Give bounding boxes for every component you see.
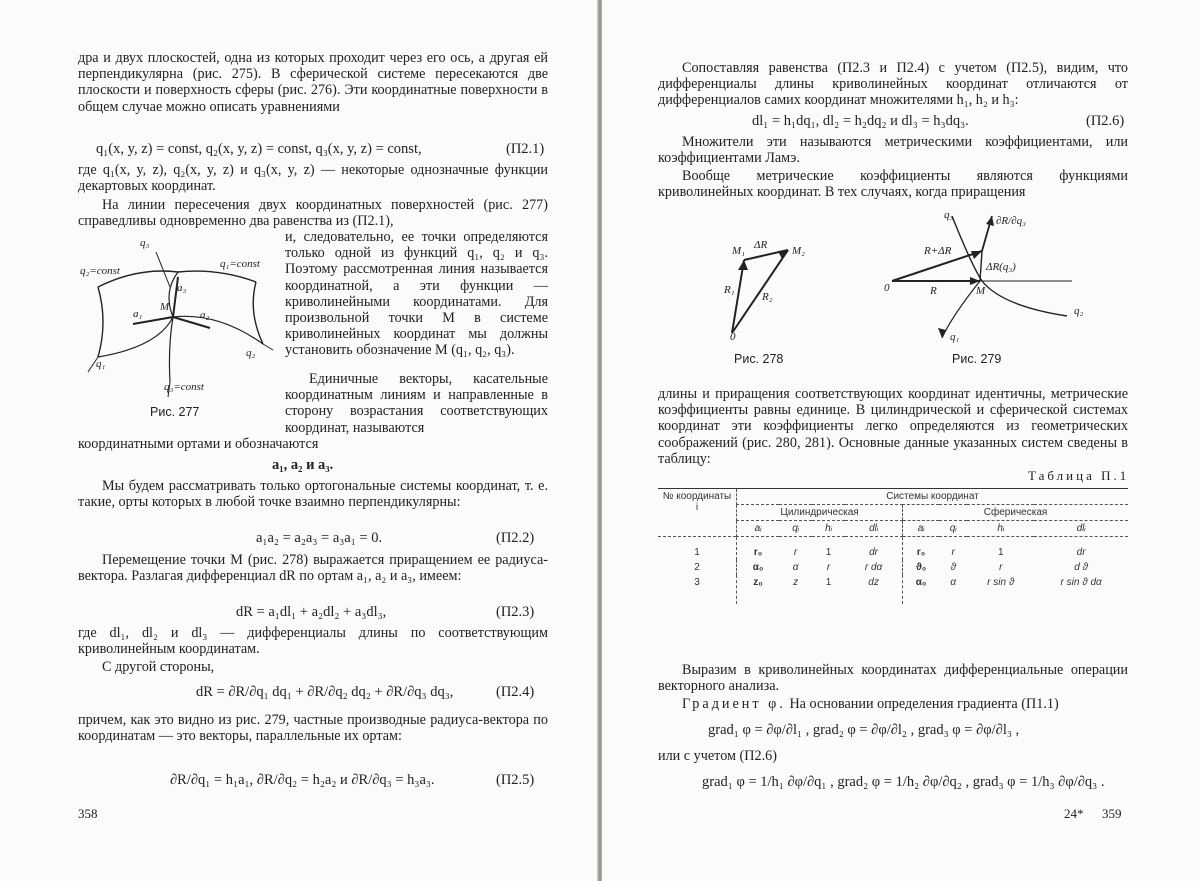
- table-head-sph: Сферическая: [903, 505, 1128, 521]
- coordinates-table: [658, 488, 1128, 604]
- left-para-4b: координатными ортами и обозначаются: [78, 436, 319, 452]
- fig277-label-q2const: q₂=const: [80, 265, 120, 277]
- right-para-1: Сопоставляя равенства (П2.3 и П2.4) с учетом (П2.5), видим, что дифференциалы длины криволинейных координат отличаются от дифференциалов самих координат множителями h₁, h₂ и h₃:: [658, 60, 1128, 109]
- fig279-label-q3: q₃: [944, 209, 954, 221]
- fig277-label-m: M: [160, 301, 170, 313]
- table-head-systems: Системы координат: [737, 489, 1129, 505]
- left-page-number: 358: [78, 806, 98, 821]
- figure-279-caption: Рис. 279: [952, 352, 1002, 366]
- table-cell: α₀: [903, 575, 939, 604]
- table-cell: dz: [868, 577, 879, 588]
- fig277-label-q1const: q₁=const: [220, 258, 260, 270]
- left-para-7: где dl₁, dl₂ и dl₃ — дифференциалы длины по соответствующим криволинейным координатам.: [78, 625, 548, 658]
- right-page-number: 359: [1102, 806, 1122, 821]
- table-cell: r₀: [903, 537, 939, 561]
- left-para-4: Единичные векторы, касательные координатным линиям и направленные в сторону возрастания соответствующих координат, называются: [285, 371, 548, 436]
- fig279-label-dr-dq3: ∂R/∂q₃: [996, 215, 1026, 227]
- table-cell: α: [792, 562, 799, 573]
- table-cell: dr: [1076, 547, 1086, 558]
- table-cell: 2: [694, 562, 700, 573]
- equation-p2-4: dR = ∂R/∂q₁ dq₁ + ∂R/∂q₂ dq₂ + ∂R/∂q₃ dq₃,: [196, 684, 454, 700]
- equation-p2-3: dR = a₁dl₁ + a₂dl₂ + a₃dl₃,: [236, 604, 387, 620]
- right-para-3: Вообще метрические коэффициенты являются функциями криволинейных координат. В тех случаях, когда приращения: [658, 168, 1128, 201]
- fig277-label-q2: q₂: [246, 347, 256, 359]
- table-cell: d ϑ: [1074, 562, 1089, 573]
- table-cell: α₀: [737, 560, 780, 575]
- fig277-label-q3const: q₃=const: [164, 381, 204, 393]
- fig279-label-r-plus-dr: R+ΔR: [924, 245, 952, 257]
- signature-mark: 24*: [1064, 806, 1084, 821]
- table-cell: 1: [997, 547, 1004, 558]
- figure-277-caption: Рис. 277: [150, 405, 200, 419]
- table-cell: r: [999, 562, 1003, 573]
- right-para-7: или с учетом (П2.6): [658, 748, 777, 764]
- table-cell: ϑ: [950, 562, 956, 573]
- table-sub-sph-dl: dlᵢ: [1034, 521, 1128, 537]
- table-cell: 1: [694, 547, 700, 558]
- right-para-4: длины и приращения соответствующих координат идентичны, метрические коэффициенты равны единице. В цилиндрической и сферической системах координат эти коэффициенты легко определяются из геометрических соображений (рис. 280, 281). Основные данные указанных систем сведены в таблицу:: [658, 386, 1128, 467]
- table-sub-cyl-q: qᵢ: [779, 521, 812, 537]
- fig279-label-m: M: [976, 285, 986, 297]
- fig278-label-m2: M₂: [792, 245, 805, 257]
- table-cell: r₀: [737, 537, 780, 561]
- left-para-6: Перемещение точки M (рис. 278) выражается приращением ее радиуса-вектора. Разлагая дифференциал dR по ортам a₁, a₂ и a₃, имеем:: [78, 552, 548, 585]
- table-cell: 3: [694, 577, 700, 588]
- left-para-3b: и, следовательно, ее точки определяются только одной из функций q₁, q₂ и q₃. Поэтому рассмотренная линия называется координатной, а эти функции — криволинейными координатами. Для произвольной точки M в системе криволинейных координат мы должны установить обозначение M (q₁, q₂, q₃).: [285, 229, 548, 359]
- left-para-3a: На линии пересечения двух координатных поверхностей (рис. 277) справедливы одновременно два равенства из (П2.1),: [78, 197, 548, 230]
- equation-grad-1: grad₁ φ = ∂φ/∂l₁ , grad₂ φ = ∂φ/∂l₂ , grad₃ φ = ∂φ/∂l₃ ,: [708, 722, 1020, 738]
- right-para-6: [658, 696, 1128, 712]
- table-sub-sph-q: qᵢ: [939, 521, 967, 537]
- fig277-label-a2: a₂: [200, 309, 210, 321]
- figure-278-caption: Рис. 278: [734, 352, 784, 366]
- fig279-label-q2: q₂: [1074, 305, 1084, 317]
- equation-grad-2: grad₁ φ = 1/h₁ ∂φ/∂q₁ , grad₂ φ = 1/h₂ ∂φ/∂q₂ , grad₃ φ = 1/h₃ ∂φ/∂q₃ .: [702, 774, 1105, 790]
- right-page: [602, 0, 1200, 881]
- fig277-label-a3: a₃: [177, 282, 187, 294]
- fig278-label-r1: R₁: [724, 284, 735, 296]
- figure-278: [702, 228, 822, 343]
- equation-number-p2-6: (П2.6): [1086, 113, 1125, 129]
- table-sub-cyl-a: aᵢ: [737, 521, 780, 537]
- table-cell: r: [951, 547, 955, 558]
- fig279-label-q1: q₁: [950, 331, 960, 343]
- figure-279: [872, 206, 1102, 346]
- fig279-label-o: 0: [884, 282, 890, 294]
- equation-number-p2-4: (П2.4): [496, 684, 535, 700]
- equation-number-p2-2: (П2.2): [496, 530, 535, 546]
- equation-p2-1: q₁(x, y, z) = const, q₂(x, y, z) = const, q₃(x, y, z) = const,: [96, 141, 422, 157]
- fig279-label-dr-q3: ΔR(q₃): [986, 261, 1016, 273]
- fig278-label-m1: M₁: [732, 245, 745, 257]
- table-head-no: № координаты i: [658, 489, 737, 537]
- table-head-cyl: Цилиндрическая: [737, 505, 903, 521]
- table-sub-cyl-h: hᵢ: [812, 521, 845, 537]
- equation-p2-2: a₁a₂ = a₂a₃ = a₃a₁ = 0.: [256, 530, 383, 546]
- left-para-9: причем, как это видно из рис. 279, частные производные радиуса-вектора по координатам — это векторы, параллельные их ортам:: [78, 712, 548, 745]
- gradient-text: На основании определения градиента (П1.1): [789, 696, 1059, 712]
- fig277-label-a1: a₁: [133, 308, 143, 320]
- equation-number-p2-3: (П2.3): [496, 604, 535, 620]
- table-cell: z₀: [737, 575, 780, 604]
- left-para-5: Мы будем рассматривать только ортогональные системы координат, т. е. такие, орты которых в любой точке взаимно перпендикулярны:: [78, 478, 548, 511]
- table-cell: 1: [825, 577, 832, 588]
- fig278-label-dr: ΔR: [754, 239, 768, 251]
- table-title: Таблица П.1: [1028, 468, 1130, 483]
- table-row: [658, 560, 1128, 575]
- fig278-label-o: 0: [730, 331, 736, 343]
- table-sub-sph-a: aᵢ: [903, 521, 939, 537]
- table-sub-cyl-dl: dlᵢ: [845, 521, 903, 537]
- equation-number-p2-5: (П2.5): [496, 772, 535, 788]
- table-cell: ϑ₀: [903, 560, 939, 575]
- table-cell: r sin ϑ: [987, 577, 1015, 588]
- table-cell: z: [793, 577, 799, 588]
- table-cell: 1: [825, 547, 832, 558]
- right-para-2: Множители эти называются метрическими коэффициентами, или коэффициентами Ламэ.: [658, 134, 1128, 167]
- table-cell: r dα: [864, 562, 883, 573]
- equation-orts: a₁, a₂ и a₃.: [272, 457, 334, 473]
- equation-number-p2-1: (П2.1): [506, 141, 545, 157]
- left-para-1: дра и двух плоскостей, одна из которых проходит через его ось, а другая ей перпендикулярна (рис. 275). В сферической системе пересекаются две плоскости и поверхность сферы (рис. 276). Эти координатные поверхности в общем случае можно описать уравнениями: [78, 50, 548, 115]
- fig279-label-r: R: [930, 285, 937, 297]
- fig278-label-r2: R₂: [762, 291, 773, 303]
- table-cell: dr: [869, 547, 879, 558]
- equation-p2-6: dl₁ = h₁dq₁, dl₂ = h₂dq₂ и dl₃ = h₃dq₃.: [752, 113, 969, 129]
- gradient-heading: Градиент φ.: [682, 696, 786, 712]
- table-row: [658, 537, 1128, 561]
- fig277-label-q3: q₃: [140, 237, 150, 249]
- right-para-5: Выразим в криволинейных координатах дифференциальные операции векторного анализа.: [658, 662, 1128, 695]
- equation-p2-5: ∂R/∂q₁ = h₁a₁, ∂R/∂q₂ = h₂a₂ и ∂R/∂q₃ = h₃a₃.: [170, 772, 435, 788]
- fig277-label-q1: q₁: [96, 358, 106, 370]
- table-row: [658, 575, 1128, 604]
- left-para-8: С другой стороны,: [102, 659, 215, 675]
- table-cell: α: [950, 577, 957, 588]
- table-cell: r: [793, 547, 798, 558]
- table-cell: r: [826, 562, 831, 573]
- figure-277: [78, 232, 278, 412]
- table-cell: r sin ϑ dα: [1060, 577, 1102, 588]
- left-page: [0, 0, 598, 881]
- left-para-2: где q₁(x, y, z), q₂(x, y, z) и q₃(x, y, z) — некоторые однозначные функции декартовых координат.: [78, 162, 548, 195]
- table-sub-sph-h: hᵢ: [967, 521, 1034, 537]
